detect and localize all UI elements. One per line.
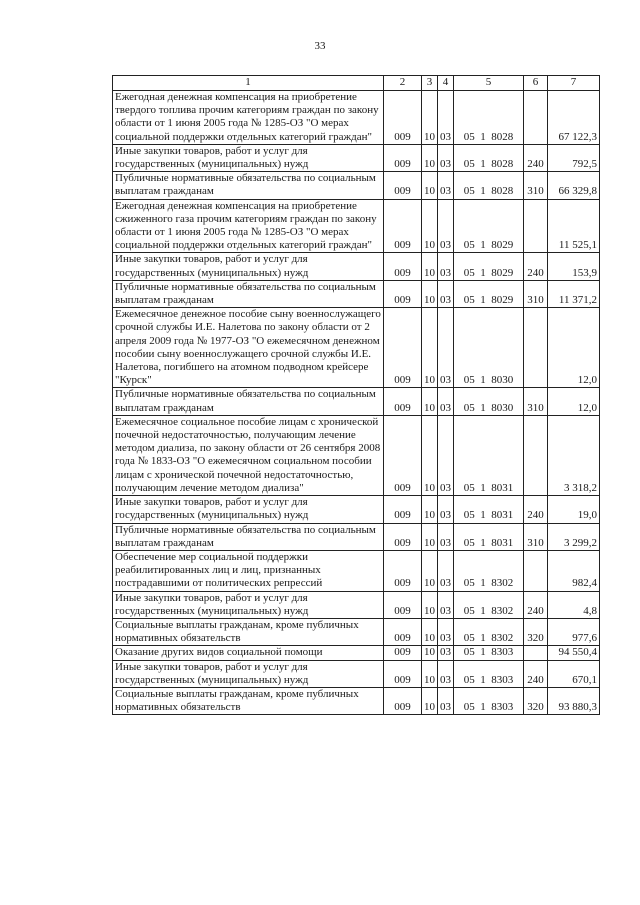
row-section-code: 10 [422, 618, 438, 645]
row-section-code: 10 [422, 144, 438, 171]
row-description: Ежемесячное социальное пособие лицам с хронической почечной недостаточностью, получающим лечение методом диализа, по закону области от 26 сентября 2008 года № 1833-ОЗ "О ежемесячном социальном пособии лицам с хронической почечной недостаточностью, получающим лечение методом диализа" [113, 415, 384, 495]
row-expense-type [524, 646, 548, 660]
row-expense-type [524, 415, 548, 495]
row-description: Публичные нормативные обязательства по социальным выплатам гражданам [113, 172, 384, 199]
row-expense-type [524, 199, 548, 253]
row-target-code: 05 1 8029 [454, 280, 524, 307]
column-header: 5 [454, 76, 524, 91]
table-row [113, 591, 600, 618]
row-subsection-code: 03 [438, 687, 454, 714]
row-admin-code: 009 [384, 280, 422, 307]
row-section-code: 10 [422, 199, 438, 253]
row-admin-code: 009 [384, 660, 422, 687]
row-description: Ежемесячное денежное пособие сыну военнослужащего срочной службы И.Е. Налетова по закону области от 2 апреля 2009 года № 1977-ОЗ "О ежемесячном денежном пособии сыну военнослужащего срочной службы И.Е. Налетова, погибшего на атомном подводном крейсере "Курск" [113, 308, 384, 388]
budget-table [112, 75, 600, 715]
row-expense-type: 310 [524, 388, 548, 415]
row-subsection-code: 03 [438, 618, 454, 645]
row-admin-code: 009 [384, 687, 422, 714]
row-section-code: 10 [422, 91, 438, 145]
row-amount: 792,5 [548, 144, 600, 171]
row-subsection-code: 03 [438, 388, 454, 415]
table-row [113, 523, 600, 550]
row-amount: 670,1 [548, 660, 600, 687]
row-description: Иные закупки товаров, работ и услуг для государственных (муниципальных) нужд [113, 591, 384, 618]
table-row [113, 618, 600, 645]
row-subsection-code: 03 [438, 172, 454, 199]
row-target-code: 05 1 8303 [454, 646, 524, 660]
row-expense-type [524, 308, 548, 388]
row-description: Социальные выплаты гражданам, кроме публичных нормативных обязательств [113, 687, 384, 714]
row-amount: 67 122,3 [548, 91, 600, 145]
row-description: Иные закупки товаров, работ и услуг для государственных (муниципальных) нужд [113, 496, 384, 523]
row-section-code: 10 [422, 687, 438, 714]
row-expense-type: 320 [524, 618, 548, 645]
row-target-code: 05 1 8303 [454, 687, 524, 714]
row-target-code: 05 1 8029 [454, 199, 524, 253]
row-subsection-code: 03 [438, 523, 454, 550]
table-row [113, 496, 600, 523]
table-row [113, 144, 600, 171]
page-number: 33 [314, 40, 326, 52]
row-expense-type [524, 91, 548, 145]
row-amount: 977,6 [548, 618, 600, 645]
row-section-code: 10 [422, 591, 438, 618]
row-description: Публичные нормативные обязательства по социальным выплатам гражданам [113, 280, 384, 307]
row-admin-code: 009 [384, 253, 422, 280]
row-expense-type: 310 [524, 280, 548, 307]
row-subsection-code: 03 [438, 308, 454, 388]
row-description: Публичные нормативные обязательства по социальным выплатам гражданам [113, 523, 384, 550]
row-amount: 12,0 [548, 388, 600, 415]
column-header: 7 [548, 76, 600, 91]
table-row [113, 199, 600, 253]
row-section-code: 10 [422, 415, 438, 495]
row-target-code: 05 1 8302 [454, 591, 524, 618]
table-row [113, 646, 600, 660]
row-section-code: 10 [422, 523, 438, 550]
row-admin-code: 009 [384, 308, 422, 388]
row-subsection-code: 03 [438, 591, 454, 618]
row-amount: 11 525,1 [548, 199, 600, 253]
row-section-code: 10 [422, 496, 438, 523]
row-description: Оказание других видов социальной помощи [113, 646, 384, 660]
row-target-code: 05 1 8302 [454, 550, 524, 591]
row-amount: 19,0 [548, 496, 600, 523]
row-subsection-code: 03 [438, 550, 454, 591]
row-target-code: 05 1 8030 [454, 308, 524, 388]
row-subsection-code: 03 [438, 91, 454, 145]
row-description: Иные закупки товаров, работ и услуг для государственных (муниципальных) нужд [113, 660, 384, 687]
row-target-code: 05 1 8028 [454, 91, 524, 145]
row-subsection-code: 03 [438, 415, 454, 495]
row-admin-code: 009 [384, 415, 422, 495]
row-target-code: 05 1 8029 [454, 253, 524, 280]
row-expense-type: 240 [524, 660, 548, 687]
table-body [113, 91, 600, 715]
column-header: 3 [422, 76, 438, 91]
row-amount: 3 299,2 [548, 523, 600, 550]
row-amount: 11 371,2 [548, 280, 600, 307]
row-amount: 66 329,8 [548, 172, 600, 199]
row-target-code: 05 1 8030 [454, 388, 524, 415]
row-expense-type: 310 [524, 172, 548, 199]
row-target-code: 05 1 8031 [454, 415, 524, 495]
row-amount: 94 550,4 [548, 646, 600, 660]
table-row [113, 415, 600, 495]
column-header: 1 [113, 76, 384, 91]
row-subsection-code: 03 [438, 144, 454, 171]
table-row [113, 91, 600, 145]
row-expense-type: 240 [524, 144, 548, 171]
table-row [113, 687, 600, 714]
row-subsection-code: 03 [438, 646, 454, 660]
row-description: Социальные выплаты гражданам, кроме публичных нормативных обязательств [113, 618, 384, 645]
row-admin-code: 009 [384, 91, 422, 145]
row-description: Иные закупки товаров, работ и услуг для государственных (муниципальных) нужд [113, 144, 384, 171]
row-admin-code: 009 [384, 618, 422, 645]
row-expense-type [524, 550, 548, 591]
table-row [113, 280, 600, 307]
row-admin-code: 009 [384, 496, 422, 523]
row-description: Обеспечение мер социальной поддержки реабилитированных лиц и лиц, признанных пострадавшими от политических репрессий [113, 550, 384, 591]
column-header: 2 [384, 76, 422, 91]
row-expense-type: 320 [524, 687, 548, 714]
row-admin-code: 009 [384, 591, 422, 618]
row-section-code: 10 [422, 388, 438, 415]
table-row [113, 550, 600, 591]
row-subsection-code: 03 [438, 199, 454, 253]
row-admin-code: 009 [384, 199, 422, 253]
row-subsection-code: 03 [438, 496, 454, 523]
column-header: 6 [524, 76, 548, 91]
row-target-code: 05 1 8028 [454, 144, 524, 171]
row-subsection-code: 03 [438, 253, 454, 280]
row-section-code: 10 [422, 550, 438, 591]
row-admin-code: 009 [384, 523, 422, 550]
row-description: Иные закупки товаров, работ и услуг для государственных (муниципальных) нужд [113, 253, 384, 280]
row-target-code: 05 1 8302 [454, 618, 524, 645]
row-subsection-code: 03 [438, 660, 454, 687]
row-section-code: 10 [422, 172, 438, 199]
row-description: Ежегодная денежная компенсация на приобретение твердого топлива прочим категориям граждан по закону области от 1 июня 2005 года № 1285-ОЗ "О мерах социальной поддержки отдельных категорий граждан" [113, 91, 384, 145]
row-expense-type: 310 [524, 523, 548, 550]
row-section-code: 10 [422, 280, 438, 307]
table-row [113, 388, 600, 415]
row-admin-code: 009 [384, 646, 422, 660]
row-amount: 93 880,3 [548, 687, 600, 714]
row-target-code: 05 1 8031 [454, 523, 524, 550]
row-amount: 153,9 [548, 253, 600, 280]
row-target-code: 05 1 8031 [454, 496, 524, 523]
row-section-code: 10 [422, 646, 438, 660]
row-description: Публичные нормативные обязательства по социальным выплатам гражданам [113, 388, 384, 415]
row-section-code: 10 [422, 308, 438, 388]
row-amount: 4,8 [548, 591, 600, 618]
row-admin-code: 009 [384, 172, 422, 199]
row-section-code: 10 [422, 253, 438, 280]
row-target-code: 05 1 8028 [454, 172, 524, 199]
row-expense-type: 240 [524, 496, 548, 523]
row-expense-type: 240 [524, 591, 548, 618]
table-header-row [113, 76, 600, 91]
table-row [113, 172, 600, 199]
row-section-code: 10 [422, 660, 438, 687]
row-admin-code: 009 [384, 144, 422, 171]
row-amount: 12,0 [548, 308, 600, 388]
row-subsection-code: 03 [438, 280, 454, 307]
row-description: Ежегодная денежная компенсация на приобретение сжиженного газа прочим категориям граждан по закону области от 1 июня 2005 года № 1285-ОЗ "О мерах социальной поддержки отдельных категорий граждан" [113, 199, 384, 253]
table-row [113, 660, 600, 687]
row-expense-type: 240 [524, 253, 548, 280]
row-admin-code: 009 [384, 550, 422, 591]
row-target-code: 05 1 8303 [454, 660, 524, 687]
column-header: 4 [438, 76, 454, 91]
table-row [113, 308, 600, 388]
table-row [113, 253, 600, 280]
row-amount: 982,4 [548, 550, 600, 591]
row-admin-code: 009 [384, 388, 422, 415]
row-amount: 3 318,2 [548, 415, 600, 495]
